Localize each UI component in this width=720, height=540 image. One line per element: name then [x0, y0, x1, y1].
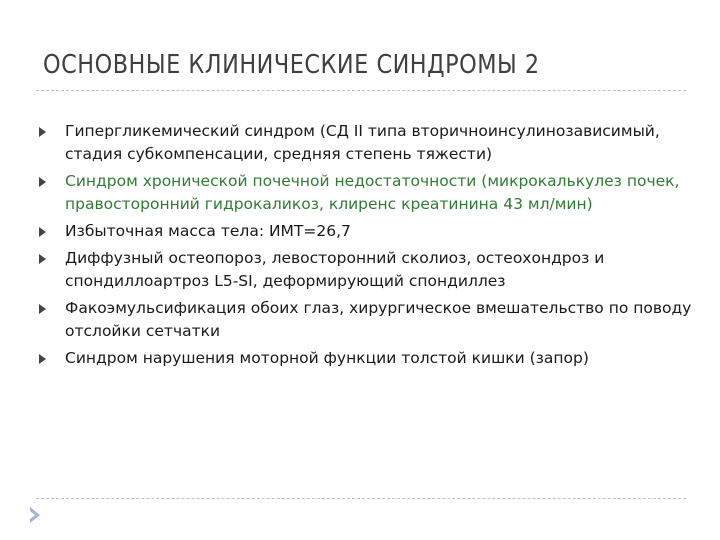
list-item	[36, 170, 696, 216]
bullet-text: Синдром нарушения моторной функции толстой кишки (запор)	[65, 349, 589, 367]
bullet-text: Гипергликемический синдром (СД II типа вторичноинсулинозависимый, стадия субкомпенсации, средняя степень тяжести)	[65, 122, 660, 163]
slide-title: ОСНОВНЫЕ КЛИНИЧЕСКИЕ СИНДРОМЫ 2	[43, 50, 540, 80]
list-item	[36, 120, 696, 166]
list-item	[36, 247, 696, 293]
triangle-bullet-icon	[39, 127, 46, 137]
triangle-bullet-icon	[39, 177, 46, 187]
title-divider	[36, 90, 686, 91]
bullet-text: Избыточная масса тела: ИМТ=26,7	[65, 222, 351, 240]
bullet-text-highlighted: Синдром хронической почечной недостаточности (микрокалькулез почек, правосторонний гидрокаликоз, клиренс креатинина 43 мл/мин)	[65, 172, 680, 213]
triangle-bullet-icon	[39, 254, 46, 264]
list-item	[36, 220, 696, 243]
triangle-bullet-icon	[39, 354, 46, 364]
list-item	[36, 297, 696, 343]
triangle-bullet-icon	[39, 227, 46, 237]
list-item	[36, 347, 696, 370]
triangle-bullet-icon	[39, 304, 46, 314]
bullet-text: Факоэмульсификация обоих глаз, хирургическое вмешательство по поводу отслойки сетчатки	[65, 299, 692, 340]
bullet-list	[36, 120, 696, 374]
triangle-right-icon[interactable]	[30, 507, 40, 523]
bullet-text: Диффузный остеопороз, левосторонний сколиоз, остеохондроз и спондиллоартроз L5-SI, деформирующий спондиллез	[65, 249, 605, 290]
footer-divider	[36, 498, 686, 499]
